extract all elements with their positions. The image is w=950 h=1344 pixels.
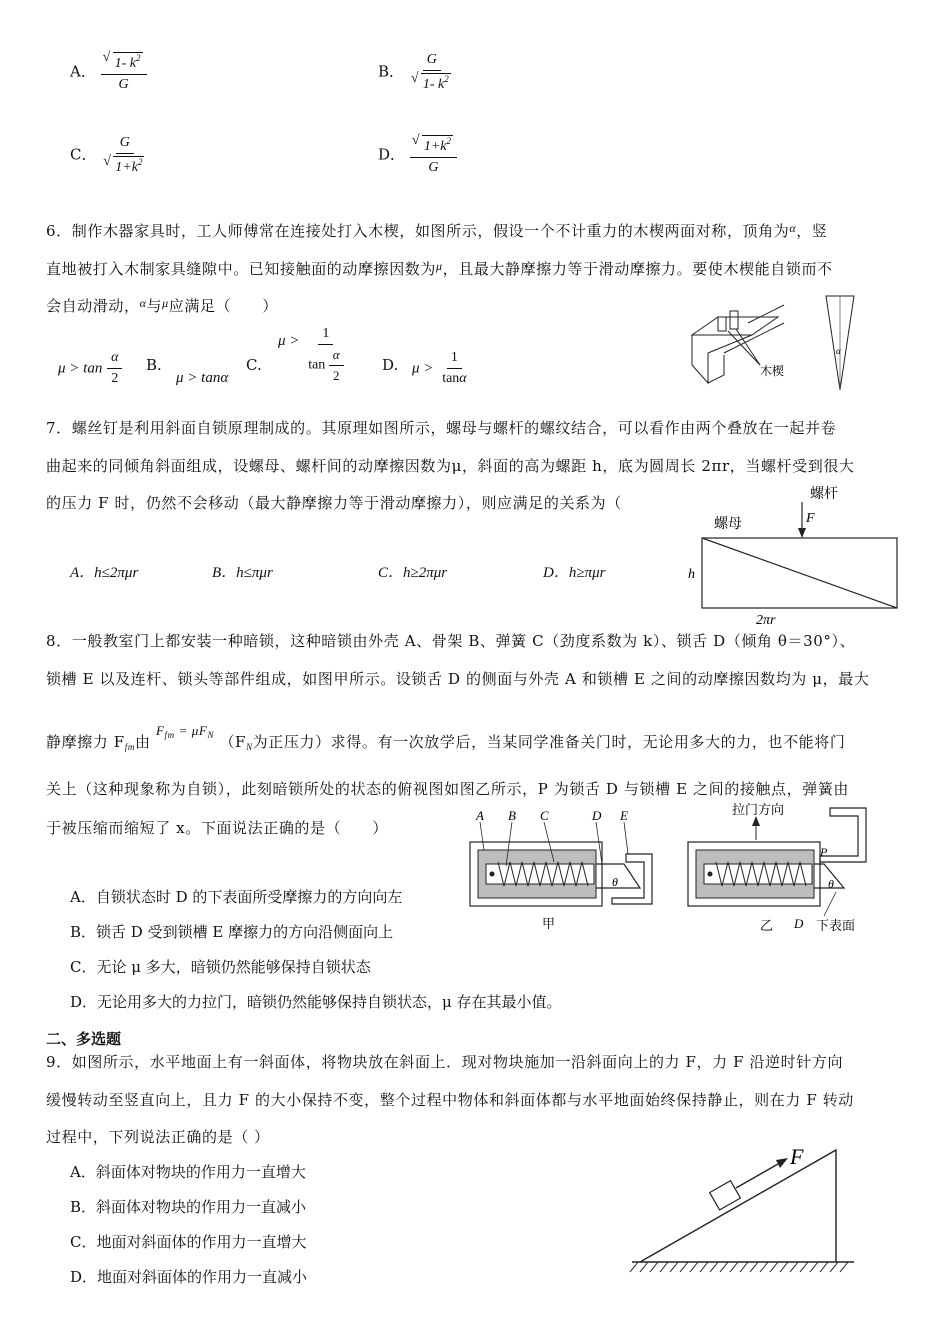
force-label: F <box>790 1144 804 1169</box>
svg-text:θ: θ <box>828 877 834 891</box>
wedge-label: 木楔 <box>760 364 785 378</box>
bottom-surface-label: 下表面 <box>816 918 856 933</box>
q7-screw-figure <box>680 482 910 628</box>
q8-stem-line2: 锁槽 E 以及连杆、锁头等部件组成，如图甲所示。设锁舌 D 的侧面与外壳 A 和锁槽 E 之间的动摩擦因数均为 μ，最大 <box>46 670 870 688</box>
wedge-angle-label: α <box>836 346 841 356</box>
q8-stem-line3: 静摩擦力 $F_{fm}$由 $F_{fm} = \mu F_N$ （$F_N$为正压力）求得。有一次放学后，当某同学准备关门时，无论用多大的力，也不能将门 <box>46 723 846 752</box>
circumference-label: 2πr <box>756 613 776 628</box>
svg-text:A: A <box>476 808 484 823</box>
svg-text:E: E <box>620 808 628 823</box>
q6-option-b[interactable]: μ > tanα <box>176 370 229 386</box>
svg-text:D: D <box>592 808 602 823</box>
q7-option-c[interactable]: C．h≥2πμr <box>378 565 448 581</box>
q6-option-c[interactable]: μ > 1 tan $\frac{\alpha}{2}$ <box>278 326 348 384</box>
q6-wedge-figure <box>820 294 860 394</box>
q9-option-c[interactable]: C．地面对斜面体的作用力一直增大 <box>70 1233 307 1251</box>
q7-option-d[interactable]: D．h≥πμr <box>543 565 606 581</box>
q9-stem-line3: 过程中，下列说法正确的是（ ） <box>46 1128 270 1146</box>
pull-direction-label: 拉门方向 <box>732 802 785 817</box>
q7-stem-line1: 7．螺丝钉是利用斜面自锁原理制成的。其原理如图所示，螺母与螺杆的螺纹结合，可以看作由两个叠放在一起并卷 <box>46 419 837 437</box>
q5-option-c[interactable]: C． G √ $1+k^2$ <box>70 135 148 176</box>
q8-option-a[interactable]: A．自锁状态时 D 的下表面所受摩擦力的方向向左 <box>70 888 403 906</box>
q6-option-d-label[interactable]: D. <box>382 356 399 374</box>
q9-option-b[interactable]: B．斜面体对物块的作用力一直减小 <box>70 1198 307 1216</box>
svg-text:P: P <box>820 845 828 859</box>
q6-option-c-label[interactable]: C. <box>246 356 262 374</box>
q9-stem-line2: 缓慢转动至竖直向上，且力 F 的大小保持不变，整个过程中物体和斜面体都与水平地面始终保持静止，则在力 F 转动 <box>46 1091 854 1109</box>
height-label: h <box>688 567 695 582</box>
svg-text:θ: θ <box>612 875 618 889</box>
q6-stem-line2: 直地被打入木制家具缝隙中。已知接触面的动摩擦因数为$^\mu$，且最大静摩擦力等于滑动摩擦力。要使木楔能自锁而不 <box>46 259 833 278</box>
q6-option-a[interactable]: μ > tan $\frac{\alpha}{2}$ <box>58 350 122 387</box>
friction-formula: $F_{fm} = \mu F_N$ <box>155 723 215 740</box>
q5-d-fraction: √ $\frac{1+k^2}{G}$ <box>410 135 457 176</box>
figure-yi-label: 乙 <box>760 918 774 933</box>
bolt-label: 螺杆 <box>810 487 838 502</box>
figure-jia-label: 甲 <box>542 916 556 931</box>
q5-a-fraction: √ $\frac{1- k^2}{G}$ <box>101 52 147 93</box>
q5-option-a[interactable]: A． √ $\frac{1- k^2}{G}$ <box>70 52 147 93</box>
svg-text:D: D <box>794 916 804 931</box>
q8-lock-figure-jia <box>462 806 662 934</box>
q7-option-b[interactable]: B．h≤πμr <box>212 565 273 581</box>
svg-text:C: C <box>540 808 549 823</box>
section-heading-multi-choice: 二、多选题 <box>46 1030 122 1048</box>
q8-option-c[interactable]: C．无论 μ 多大，暗锁仍然能够保持自锁状态 <box>70 958 371 976</box>
q5-b-fraction: G √ 1- $k^2$ <box>409 52 455 93</box>
q9-incline-figure <box>628 1140 858 1280</box>
q5-c-fraction: G √ $1+k^2$ <box>101 135 148 176</box>
nut-label: 螺母 <box>714 517 742 532</box>
q6-option-b-label[interactable]: B. <box>146 356 162 374</box>
q9-option-a[interactable]: A．斜面体对物块的作用力一直增大 <box>70 1163 306 1181</box>
q7-stem-line3: 的压力 F 时，仍然不会移动（最大静摩擦力等于滑动摩擦力），则应满足的关系为（ <box>46 494 622 512</box>
svg-text:B: B <box>508 808 516 823</box>
q6-stem-line1: 6．制作木器家具时，工人师傅常在连接处打入木楔，如图所示，假设一个不计重力的木楔两面对称，顶角为$^\alpha$，竖 <box>46 221 828 240</box>
q6-option-d[interactable]: μ > $\frac{1}{\tan\alpha}$ <box>412 350 467 386</box>
q8-lock-figure-yi <box>680 800 880 940</box>
q6-furniture-figure <box>688 295 788 387</box>
q7-stem-line2: 曲起来的同倾角斜面组成，设螺母、螺杆间的动摩擦因数为μ，斜面的高为螺距 h，底为圆周长 2πr，当螺杆受到很大 <box>46 457 855 475</box>
q8-stem-line1: 8．一般教室门上都安装一种暗锁，这种暗锁由外壳 A、骨架 B、弹簧 C（劲度系数为 k）、锁舌 D（倾角 θ＝30°）、 <box>46 632 856 650</box>
q6-stem-line3: 会自动滑动，$^\alpha$与$^\mu$应满足（ ） <box>46 296 278 315</box>
q7-option-a[interactable]: A．h≤2πμr <box>70 565 139 581</box>
q9-option-d[interactable]: D．地面对斜面体的作用力一直减小 <box>70 1268 308 1286</box>
q9-stem-line1: 9．如图所示，水平地面上有一斜面体，将物块放在斜面上．现对物块施加一沿斜面向上的力 F，力 F 沿逆时针方向 <box>46 1053 844 1071</box>
q8-stem-line4: 关上（这种现象称为自锁），此刻暗锁所处的状态的俯视图如图乙所示，P 为锁舌 D 与锁槽 E 之间的接触点，弹簧由 <box>46 780 850 798</box>
q5-option-d[interactable]: D． √ $\frac{1+k^2}{G}$ <box>378 135 457 176</box>
q8-option-d[interactable]: D．无论用多大的力拉门，暗锁仍然能够保持自锁状态，μ 存在其最小值。 <box>70 993 562 1011</box>
q5-option-b[interactable]: B． G √ 1- $k^2$ <box>378 52 455 93</box>
q8-option-b[interactable]: B．锁舌 D 受到锁槽 E 摩擦力的方向沿侧面向上 <box>70 923 394 941</box>
force-label: F <box>806 511 815 526</box>
q8-stem-line5: 于被压缩而缩短了 x。下面说法正确的是（ ） <box>46 819 389 837</box>
